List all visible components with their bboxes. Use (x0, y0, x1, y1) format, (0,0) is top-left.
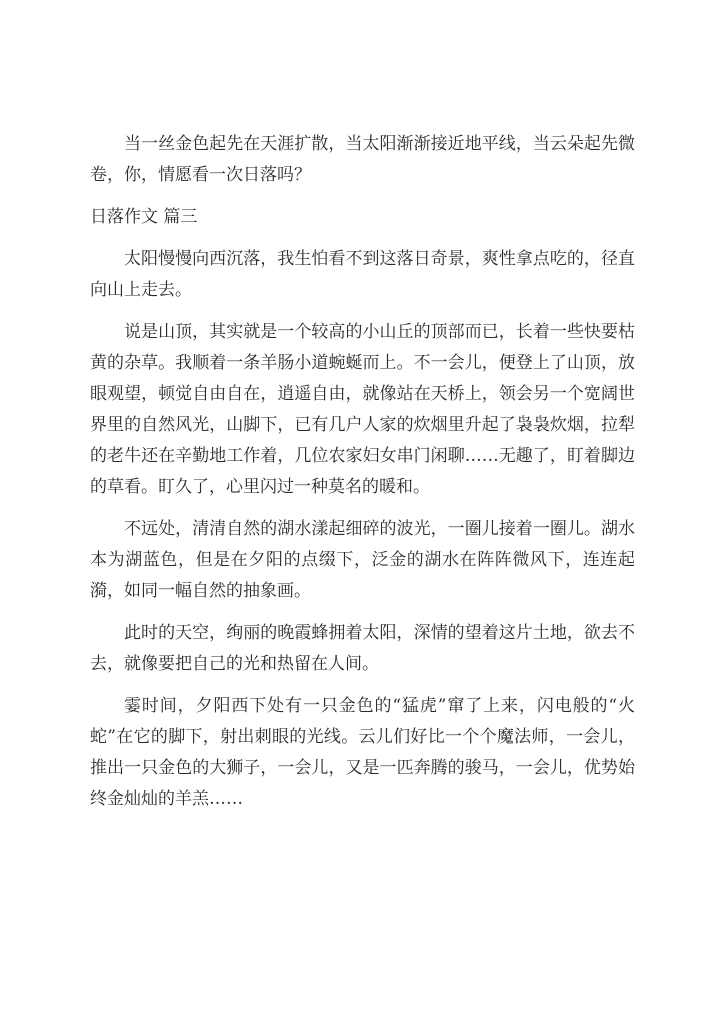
body-paragraph: 霎时间，夕阳西下处有一只金色的“猛虎”窜了上来，闪电般的“火蛇”在它的脚下，射出刺眼的光线。云儿们好比一个个魔法师，一会儿，推出一只金色的大狮子，一会儿，又是一匹奔腾的骏马，一会儿，优势始终金灿灿的羊羔…… (90, 696, 635, 809)
body-paragraph: 不远处，清清自然的湖水漾起细碎的波光，一圈儿接着一圈儿。湖水本为湖蓝色，但是在夕阳的点缀下，泛金的湖水在阵阵微风下，连连起漪，如同一幅自然的抽象画。 (90, 519, 635, 601)
section-heading: 日落作文 篇三 (90, 207, 198, 227)
intro-paragraph: 当一丝金色起先在天涯扩散，当太阳渐渐接近地平线，当云朵起先微卷，你，情愿看一次日落吗？ (90, 134, 635, 185)
body-paragraph: 太阳慢慢向西沉落，我生怕看不到这落日奇景，爽性拿点吃的，径直向山上走去。 (90, 249, 635, 300)
body-paragraph: 说是山顶，其实就是一个较高的小山丘的顶部而已，长着一些快要枯黄的杂草。我顺着一条羊肠小道蜿蜒而上。不一会儿，便登上了山顶，放眼观望，顿觉自由自在，逍遥自由，就像站在天桥上，领会另一个宽阔世界里的自然风光，山脚下，已有几户人家的炊烟里升起了袅袅炊烟，拉犁的老牛还在辛勤地工作着，几位农家妇女串门闲聊……无趣了，盯着脚边的草看。盯久了，心里闪过一种莫名的暖和。 (90, 322, 635, 497)
document-body (90, 129, 635, 826)
body-paragraph: 此时的天空，绚丽的晚霞蜂拥着太阳，深情的望着这片土地，欲去不去，就像要把自己的光和热留在人间。 (90, 623, 635, 674)
